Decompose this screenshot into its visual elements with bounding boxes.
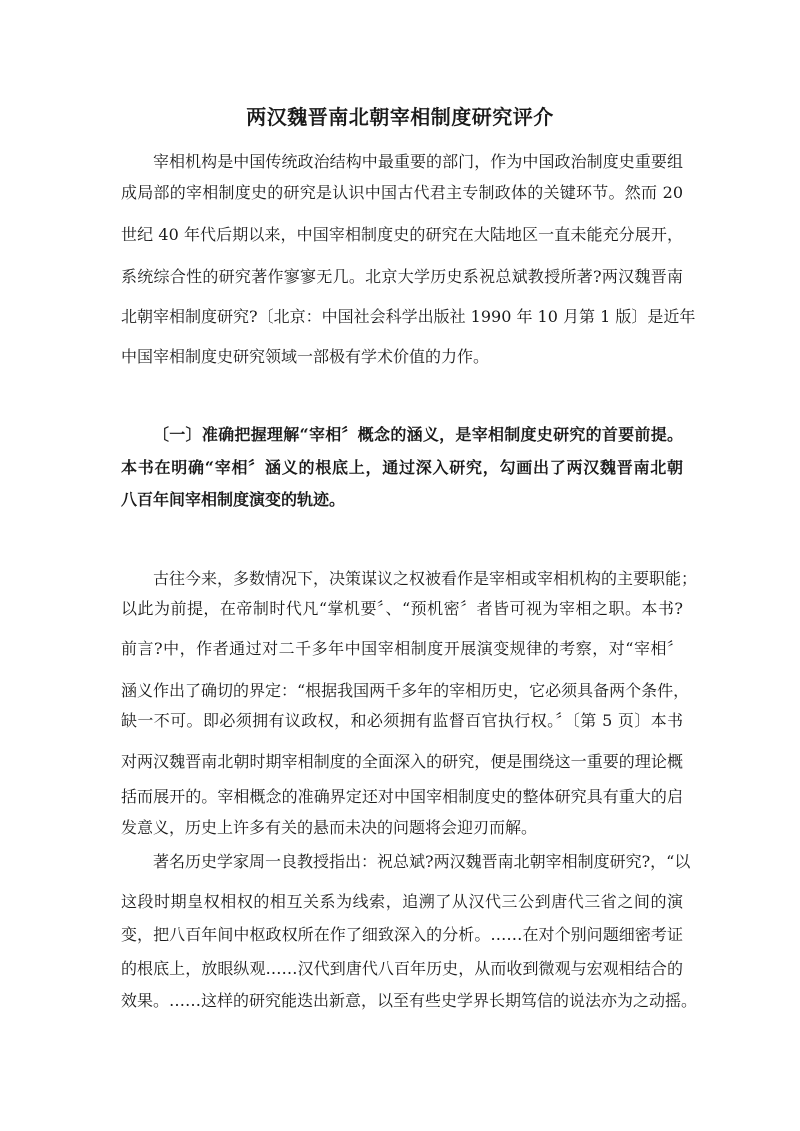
paragraph-2-line-6: 对两汉魏晋南北朝时期宰相制度的全面深入的研究，便是围绕这一重要的理论概: [121, 752, 683, 771]
document-title: 两汉魏晋南北朝宰相制度研究评介: [246, 105, 554, 129]
paragraph-1-line-3: 世纪 40 年代后期以来，中国宰相制度史的研究在大陆地区一直未能充分展开，: [121, 225, 683, 244]
paragraph-1-line-5: 北朝宰相制度研究?〔北京：中国社会科学出版社 1990 年 10 月第 1 版〕是近年: [121, 307, 696, 326]
paragraph-1-line-6: 中国宰相制度史研究领域一部极有学术价值的力作。: [121, 347, 490, 366]
paragraph-2-line-2: 以此为前提，在帝制时代凡“掌机要〞、“预机密〞者皆可视为宰相之职。本书?: [121, 599, 683, 618]
section-1-heading-line-2: 本书在明确“宰相〞涵义的根底上，通过深入研究，勾画出了两汉魏晋南北朝: [121, 458, 683, 477]
paragraph-3-line-3: 变，把八百年间中枢政权所在作了细致深入的分析。……在对个别问题细密考证: [121, 925, 683, 944]
paragraph-3-line-5: 效果。……这样的研究能迭出新意，以至有些史学界长期笃信的说法亦为之动摇。: [121, 991, 698, 1010]
paragraph-2-line-8: 发意义，历史上许多有关的悬而未决的问题将会迎刃而解。: [121, 818, 538, 837]
paragraph-2-line-5: 缺一不可。即必须拥有议政权，和必须拥有监督百官执行权。〞〔第 5 页〕本书: [121, 711, 683, 730]
paragraph-3-line-4: 的根底上，放眼纵观……汉代到唐代八百年历史，从而收到微观与宏观相结合的: [121, 959, 683, 978]
paragraph-2-line-1: 古往今来，多数情况下，决策谋议之权被看作是宰相或宰相机构的主要职能；: [153, 569, 698, 588]
paragraph-3-line-2: 这段时期皇权相权的相互关系为线索，追溯了从汉代三公到唐代三省之间的演: [121, 892, 683, 911]
paragraph-1-line-4: 系统综合性的研究著作寥寥无几。北京大学历史系祝总斌教授所著?两汉魏晋南: [121, 267, 683, 286]
paragraph-3-line-1: 著名历史学家周一良教授指出：祝总斌?两汉魏晋南北朝宰相制度研究?，“以: [153, 852, 691, 871]
paragraph-1-line-2: 成局部的宰相制度史的研究是认识中国古代君主专制政体的关键环节。然而 20: [121, 183, 683, 202]
paragraph-2-line-3: 前言?中，作者通过对二千多年中国宰相制度开展演变规律的考察，对“宰相〞: [121, 639, 683, 658]
paragraph-2-line-4: 涵义作出了确切的界定：“根据我国两千多年的宰相历史，它必须具备两个条件，: [121, 681, 690, 700]
paragraph-1-line-1: 宰相机构是中国传统政治结构中最重要的部门，作为中国政治制度史重要组: [153, 152, 683, 171]
section-1-heading-line-1: 〔一〕准确把握理解“宰相〞概念的涵义，是宰相制度史研究的首要前提。: [153, 425, 683, 444]
paragraph-2-line-7: 括而展开的。宰相概念的准确界定还对中国宰相制度史的整体研究具有重大的启: [121, 787, 683, 806]
section-1-heading-line-3: 八百年间宰相制度演变的轨迹。: [121, 490, 346, 509]
